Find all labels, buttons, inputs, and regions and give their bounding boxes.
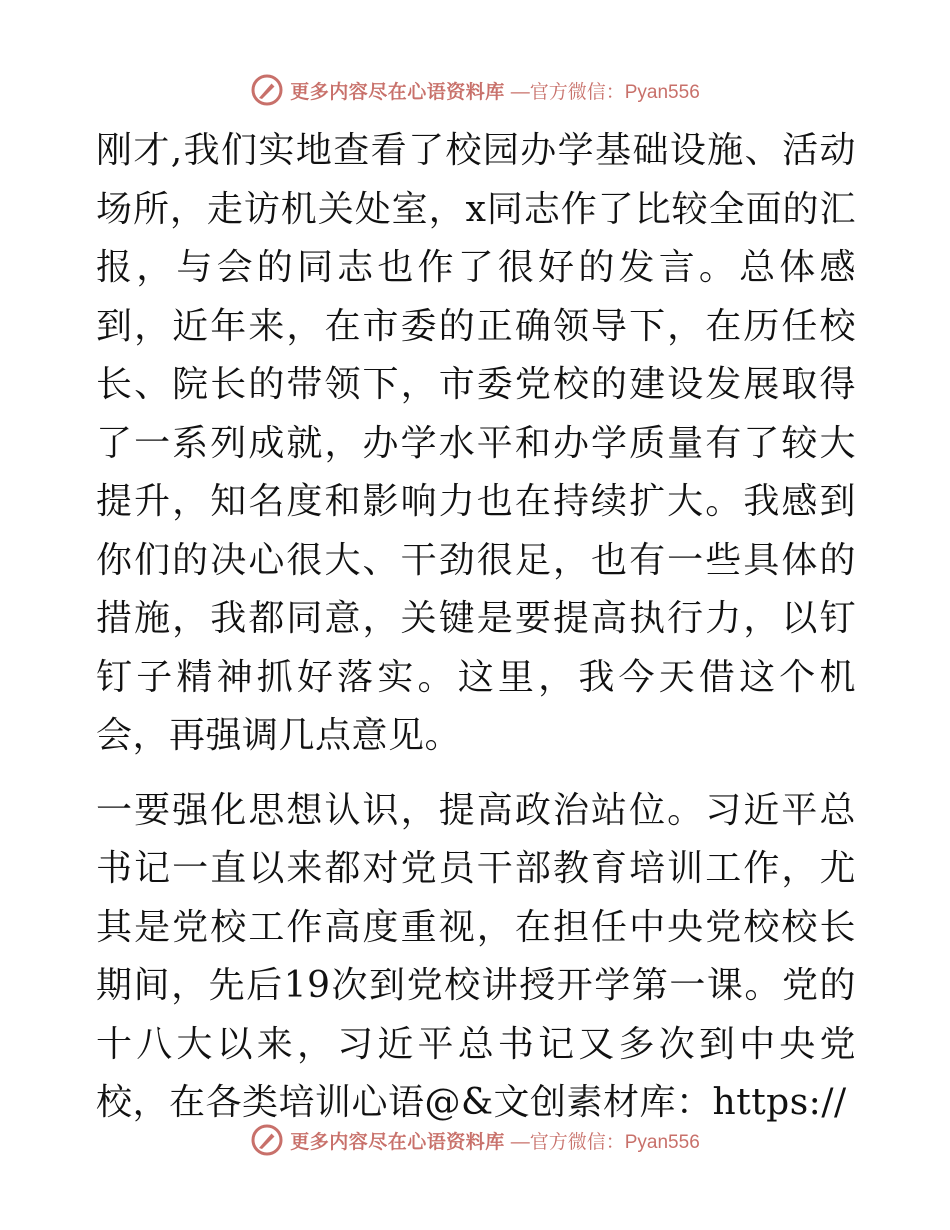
quill-pen-circle-icon: [250, 1123, 284, 1157]
banner-wechat-text: —官方微信：Pyan556: [510, 81, 700, 103]
quill-pen-circle-icon: [250, 73, 284, 107]
paragraph-2: 一要强化思想认识，提高政治站位。习近平总书记一直以来都对党员干部教育培训工作，尤其是党校工作高度重视，在担任中央党校校长期间，先后19次到党校讲授开学第一课。党的十八大以来，习近平总书记又多次到中央党校，在各类培训心语@&文创素材库：https://: [96, 789, 856, 1123]
banner-main-text: 更多内容尽在心语资料库: [290, 80, 505, 103]
header-banner: [0, 70, 950, 110]
document-body: [96, 122, 856, 1133]
footer-banner-main-text: 更多内容尽在心语资料库: [290, 1130, 505, 1153]
footer-banner: [0, 1120, 950, 1160]
paragraph-1: 刚才,我们实地查看了校园办学基础设施、活动场所，走访机关处室，x同志作了比较全面的汇报，与会的同志也作了很好的发言。总体感到，近年来，在市委的正确领导下，在历任校长、院长的带领下，市委党校的建设发展取得了一系列成就，办学水平和办学质量有了较大提升，知名度和影响力也在持续扩大。我感到你们的决心很大、干劲很足，也有一些具体的措施，我都同意，关键是要提高执行力，以钉钉子精神抓好落实。这里，我今天借这个机会，再强调几点意见。: [96, 130, 856, 756]
footer-banner-wechat-text: —官方微信：Pyan556: [510, 1131, 700, 1153]
